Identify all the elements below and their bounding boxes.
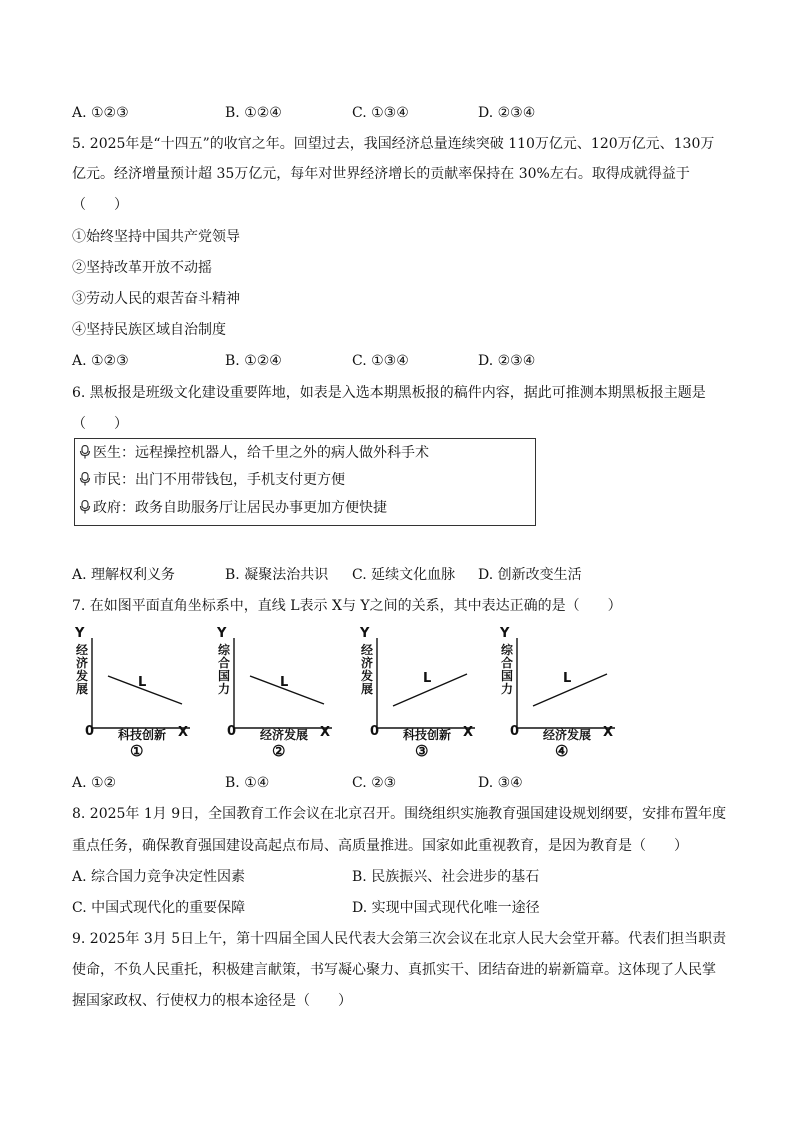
- q4-option-a[interactable]: A. ①②③: [72, 105, 129, 121]
- q6-stem-line-1: 6. 黑板报是班级文化建设重要阵地，如表是入选本期黑板报的稿件内容，据此可推测本期黑板报主题是: [72, 385, 706, 401]
- origin-label: 0: [227, 724, 237, 739]
- q8-option-b[interactable]: B. 民族振兴、社会进步的基石: [352, 869, 540, 885]
- q8-option-d[interactable]: D. 实现中国式现代化唯一途径: [352, 900, 540, 916]
- q6-option-a[interactable]: A. 理解权利义务: [72, 567, 176, 583]
- q6-quote-text-3: 政府：政务自助服务厅让居民办事更加方便快捷: [93, 500, 387, 516]
- q8-option-a[interactable]: A. 综合国力竞争决定性因素: [72, 869, 246, 885]
- line-l-label: L: [423, 671, 432, 686]
- q6-quote-line-1: [79, 443, 429, 463]
- x-axis-label: 科技创新: [403, 728, 452, 742]
- y-axis-label: 经 济 发 展: [75, 643, 88, 696]
- q5-stem-line-3: （ ）: [72, 197, 128, 213]
- y-axis-letter: Y: [75, 626, 85, 641]
- y-axis-letter: Y: [500, 626, 510, 641]
- q7-graph-3: [357, 628, 487, 762]
- y-axis-label: 综 合 国 力: [217, 643, 230, 696]
- x-axis-label: 经济发展: [543, 728, 592, 742]
- x-axis-letter: X: [603, 725, 614, 740]
- y-axis-letter: Y: [217, 626, 227, 641]
- line-l-label: L: [563, 671, 572, 686]
- microphone-icon: [79, 500, 91, 514]
- microphone-icon: [79, 472, 91, 486]
- line-l-label: L: [280, 675, 289, 690]
- origin-label: 0: [85, 724, 95, 739]
- y-axis-label: 综 合 国 力: [500, 643, 513, 696]
- x-axis-label: 科技创新: [118, 728, 167, 742]
- graph-number: ①: [130, 742, 144, 760]
- q6-option-c[interactable]: C. 延续文化血脉: [352, 567, 456, 583]
- q6-option-b[interactable]: B. 凝聚法治共识: [225, 567, 329, 583]
- q5-option-c[interactable]: C. ①③④: [352, 353, 409, 369]
- q5-stem-line-2: 亿元。经济增量预计超 35万亿元，每年对世界经济增长的贡献率保持在 30%左右。取得成就得益于: [72, 166, 690, 182]
- q7-graph-2: [214, 628, 344, 762]
- graph-number: ③: [415, 742, 429, 760]
- q6-quote-line-2: [79, 470, 345, 490]
- y-axis-letter: Y: [360, 626, 370, 641]
- microphone-icon: [79, 445, 91, 459]
- y-axis-label: 经 济 发 展: [360, 643, 373, 696]
- q6-quote-text-2: 市民：出门不用带钱包，手机支付更方便: [93, 472, 345, 488]
- q6-quote-line-3: [79, 498, 387, 518]
- q7-graph-1: [72, 628, 202, 762]
- q5-option-a[interactable]: A. ①②③: [72, 353, 129, 369]
- q6-option-d[interactable]: D. 创新改变生活: [478, 567, 582, 583]
- q6-stem-line-2: （ ）: [72, 416, 128, 432]
- q7-option-d[interactable]: D. ③④: [478, 775, 523, 791]
- q4-option-b[interactable]: B. ①②④: [225, 105, 282, 121]
- q6-quote-box: [74, 438, 536, 526]
- x-axis-letter: X: [178, 725, 189, 740]
- q7-option-c[interactable]: C. ②③: [352, 775, 397, 791]
- q7-graph-4: [497, 628, 627, 762]
- q6-quote-text-1: 医生：远程操控机器人，给千里之外的病人做外科手术: [93, 445, 429, 461]
- q5-stem-line-1: 5. 2025年是“十四五”的收官之年。回望过去，我国经济总量连续突破 110万亿元、120万亿元、130万: [72, 136, 715, 152]
- q4-option-c[interactable]: C. ①③④: [352, 105, 409, 121]
- x-axis-label: 经济发展: [260, 728, 309, 742]
- q7-option-a[interactable]: A. ①②: [72, 775, 117, 791]
- q7-option-b[interactable]: B. ①④: [225, 775, 270, 791]
- q5-item-3: ③劳动人民的艰苦奋斗精神: [72, 291, 240, 307]
- q5-item-4: ④坚持民族区域自治制度: [72, 322, 226, 338]
- x-axis-letter: X: [320, 725, 331, 740]
- q9-stem-line-3: 握国家政权、行使权力的根本途径是（ ）: [72, 993, 352, 1009]
- q5-option-b[interactable]: B. ①②④: [225, 353, 282, 369]
- q4-option-d[interactable]: D. ②③④: [478, 105, 536, 121]
- graph-number: ②: [272, 742, 286, 760]
- x-axis-letter: X: [463, 725, 474, 740]
- q8-stem-line-2: 重点任务，确保教育强国建设高起点布局、高质量推进。国家如此重视教育，是因为教育是（ ）: [72, 838, 688, 854]
- origin-label: 0: [370, 724, 380, 739]
- q5-option-d[interactable]: D. ②③④: [478, 353, 536, 369]
- q8-option-c[interactable]: C. 中国式现代化的重要保障: [72, 900, 246, 916]
- q5-item-2: ②坚持改革开放不动摇: [72, 260, 212, 276]
- q7-stem: 7. 在如图平面直角坐标系中，直线 L表示 X与 Y之间的关系，其中表达正确的是（ ）: [72, 598, 622, 614]
- q5-item-1: ①始终坚持中国共产党领导: [72, 229, 240, 245]
- origin-label: 0: [510, 724, 520, 739]
- q9-stem-line-1: 9. 2025年 3月 5日上午，第十四届全国人民代表大会第三次会议在北京人民大会堂开幕。代表们担当职责: [72, 931, 727, 947]
- line-l-label: L: [138, 675, 147, 690]
- graph-number: ④: [555, 742, 569, 760]
- q9-stem-line-2: 使命，不负人民重托，积极建言献策，书写凝心聚力、真抓实干、团结奋进的崭新篇章。这体现了人民掌: [72, 962, 716, 978]
- q8-stem-line-1: 8. 2025年 1月 9日，全国教育工作会议在北京召开。围绕组织实施教育强国建设规划纲要，安排布置年度: [72, 806, 727, 822]
